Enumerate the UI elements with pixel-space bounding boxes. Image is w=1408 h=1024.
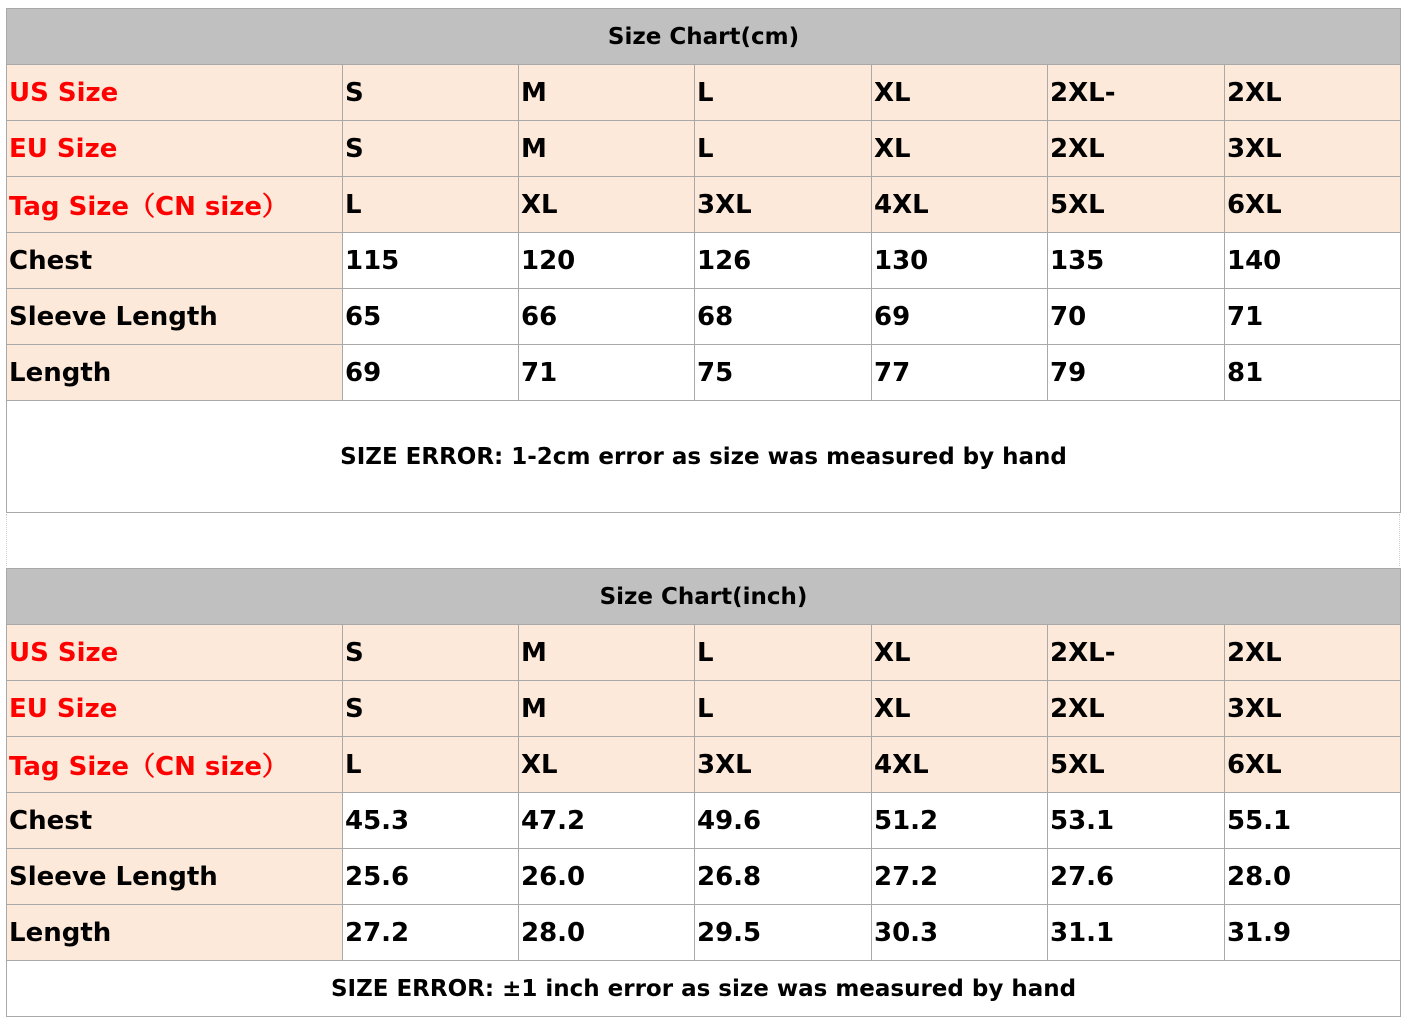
- table-cell: 2XL-: [1048, 625, 1225, 681]
- table-cell: 5XL: [1048, 737, 1225, 793]
- table-row: [7, 65, 1401, 121]
- row-label: US Size: [7, 625, 343, 681]
- size-chart-inch-table: [6, 568, 1401, 1017]
- row-label: Length: [7, 345, 343, 401]
- table-cell: 27.6: [1048, 849, 1225, 905]
- table-cell: L: [695, 121, 872, 177]
- table-row: [7, 233, 1401, 289]
- chart-title: Size Chart(inch): [7, 569, 1401, 625]
- cropped-top-text: [735, 0, 825, 4]
- divider: [6, 514, 7, 566]
- table-cell: 2XL: [1225, 625, 1401, 681]
- table-cell: 6XL: [1225, 737, 1401, 793]
- row-label: Sleeve Length: [7, 849, 343, 905]
- table-cell: 71: [519, 345, 695, 401]
- table-cell: 135: [1048, 233, 1225, 289]
- table-cell: 77: [872, 345, 1048, 401]
- row-label: Chest: [7, 793, 343, 849]
- table-cell: 66: [519, 289, 695, 345]
- table-cell: L: [695, 65, 872, 121]
- table-cell: 49.6: [695, 793, 872, 849]
- table-cell: L: [343, 737, 519, 793]
- table-row: [7, 849, 1401, 905]
- table-cell: 55.1: [1225, 793, 1401, 849]
- table-cell: 140: [1225, 233, 1401, 289]
- table-cell: XL: [872, 681, 1048, 737]
- row-label: Length: [7, 905, 343, 961]
- table-cell: 130: [872, 233, 1048, 289]
- table-row: [7, 345, 1401, 401]
- table-cell: 27.2: [872, 849, 1048, 905]
- table-cell: 26.8: [695, 849, 872, 905]
- table-cell: 70: [1048, 289, 1225, 345]
- table-cell: L: [695, 681, 872, 737]
- divider: [1399, 514, 1400, 566]
- table-cell: 115: [343, 233, 519, 289]
- table-row: [7, 289, 1401, 345]
- table-cell: 45.3: [343, 793, 519, 849]
- table-cell: S: [343, 121, 519, 177]
- table-cell: 27.2: [343, 905, 519, 961]
- table-cell: 31.1: [1048, 905, 1225, 961]
- table-row: [7, 681, 1401, 737]
- table-cell: 4XL: [872, 177, 1048, 233]
- size-chart-cm-table: [6, 8, 1401, 513]
- table-cell: 69: [343, 345, 519, 401]
- table-cell: XL: [872, 65, 1048, 121]
- table-cell: 2XL: [1225, 65, 1401, 121]
- table-cell: S: [343, 681, 519, 737]
- table-cell: XL: [872, 625, 1048, 681]
- table-cell: M: [519, 65, 695, 121]
- table-cell: 81: [1225, 345, 1401, 401]
- table-cell: XL: [519, 177, 695, 233]
- table-cell: 2XL: [1048, 681, 1225, 737]
- chart-title: Size Chart(cm): [7, 9, 1401, 65]
- table-cell: 69: [872, 289, 1048, 345]
- table-cell: 51.2: [872, 793, 1048, 849]
- table-cell: 65: [343, 289, 519, 345]
- row-label: Chest: [7, 233, 343, 289]
- table-cell: 30.3: [872, 905, 1048, 961]
- size-error-note: SIZE ERROR: 1-2cm error as size was measured by hand: [7, 401, 1401, 513]
- table-cell: 2XL: [1048, 121, 1225, 177]
- table-cell: 6XL: [1225, 177, 1401, 233]
- table-cell: 53.1: [1048, 793, 1225, 849]
- table-row: [7, 177, 1401, 233]
- table-cell: 79: [1048, 345, 1225, 401]
- row-label: Tag Size（CN size）: [7, 177, 343, 233]
- table-cell: 75: [695, 345, 872, 401]
- table-cell: 3XL: [695, 177, 872, 233]
- table-cell: L: [695, 625, 872, 681]
- table-cell: 4XL: [872, 737, 1048, 793]
- table-cell: 47.2: [519, 793, 695, 849]
- table-cell: 28.0: [519, 905, 695, 961]
- row-label: EU Size: [7, 681, 343, 737]
- table-cell: 25.6: [343, 849, 519, 905]
- table-row: [7, 121, 1401, 177]
- row-label: EU Size: [7, 121, 343, 177]
- table-cell: M: [519, 681, 695, 737]
- table-cell: M: [519, 625, 695, 681]
- table-cell: XL: [519, 737, 695, 793]
- row-label: Tag Size（CN size）: [7, 737, 343, 793]
- table-cell: 31.9: [1225, 905, 1401, 961]
- table-cell: L: [343, 177, 519, 233]
- table-cell: 28.0: [1225, 849, 1401, 905]
- row-label: US Size: [7, 65, 343, 121]
- table-cell: 26.0: [519, 849, 695, 905]
- table-cell: 3XL: [1225, 681, 1401, 737]
- table-row: [7, 905, 1401, 961]
- table-cell: 3XL: [695, 737, 872, 793]
- row-label: Sleeve Length: [7, 289, 343, 345]
- table-cell: 120: [519, 233, 695, 289]
- table-row: [7, 625, 1401, 681]
- table-row: [7, 737, 1401, 793]
- table-cell: 68: [695, 289, 872, 345]
- table-cell: S: [343, 65, 519, 121]
- table-row: [7, 793, 1401, 849]
- table-cell: 5XL: [1048, 177, 1225, 233]
- table-cell: 29.5: [695, 905, 872, 961]
- table-cell: 3XL: [1225, 121, 1401, 177]
- table-cell: XL: [872, 121, 1048, 177]
- table-cell: 126: [695, 233, 872, 289]
- table-cell: S: [343, 625, 519, 681]
- table-cell: M: [519, 121, 695, 177]
- table-cell: 2XL-: [1048, 65, 1225, 121]
- size-error-note: SIZE ERROR: ±1 inch error as size was measured by hand: [7, 961, 1401, 1017]
- table-cell: 71: [1225, 289, 1401, 345]
